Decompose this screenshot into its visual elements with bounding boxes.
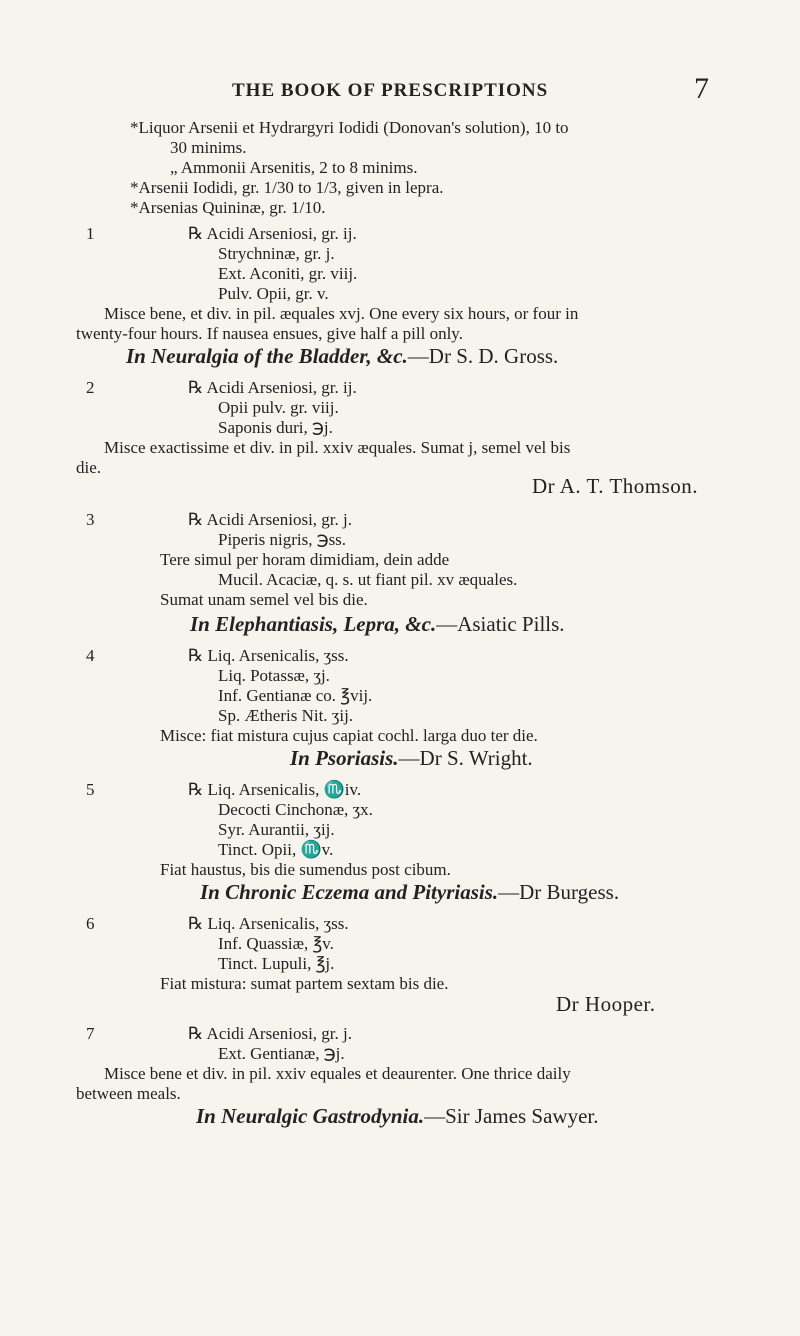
intro-line: *Arsenii Iodidi, gr. 1/30 to 1/3, given in lepra. (130, 178, 444, 197)
intro-line: *Liquor Arsenii et Hydrargyri Iodidi (Donovan's solution), 10 to (130, 118, 569, 137)
directions-line: Misce: fiat mistura cujus capiat cochl. larga duo ter die. (160, 726, 538, 745)
indication-heading: In Chronic Eczema and Pityriasis.—Dr Burgess. (200, 880, 620, 904)
directions-line: Misce exactissime et div. in pil. xxiv æquales. Sumat j, semel vel bis (104, 438, 571, 457)
indication-heading: In Elephantiasis, Lepra, &c.—Asiatic Pills. (190, 612, 565, 636)
prescription-number: 3 (86, 510, 95, 529)
ingredient-line: Liq. Potassæ, ʒj. (218, 666, 330, 685)
ingredient-line: Pulv. Opii, gr. v. (218, 284, 329, 303)
directions-line: Fiat mistura: sumat partem sextam bis die. (160, 974, 449, 993)
indication-heading: In Neuralgic Gastrodynia.—Sir James Sawyer. (196, 1104, 599, 1128)
indication-heading: In Psoriasis.—Dr S. Wright. (290, 746, 533, 770)
author-attribution: Dr Hooper. (556, 992, 656, 1016)
prescription-number: 7 (86, 1024, 95, 1043)
ingredient-line: Opii pulv. gr. viij. (218, 398, 339, 417)
prescription-number: 4 (86, 646, 95, 665)
ingredient-line: Tere simul per horam dimidiam, dein adde (160, 550, 450, 569)
page-header-title: THE BOOK OF PRESCRIPTIONS (232, 80, 549, 101)
directions-line: between meals. (76, 1084, 181, 1103)
ingredient-line: Piperis nigris, ℈ss. (218, 530, 347, 549)
ingredient-line: ℞ Liq. Arsenicalis, ♏iv. (188, 780, 362, 799)
ingredient-line: ℞ Acidi Arseniosi, gr. ij. (188, 224, 357, 243)
ingredient-line: ℞ Acidi Arseniosi, gr. ij. (188, 378, 357, 397)
ingredient-line: Ext. Aconiti, gr. viij. (218, 264, 358, 283)
author-attribution: Dr A. T. Thomson. (532, 474, 699, 498)
ingredient-line: Mucil. Acaciæ, q. s. ut fiant pil. xv æquales. (218, 570, 518, 589)
ingredient-line: Decocti Cinchonæ, ʒx. (218, 800, 373, 819)
ingredient-line: ℞ Acidi Arseniosi, gr. j. (188, 1024, 352, 1043)
ingredient-line: Inf. Quassiæ, ℥v. (218, 934, 334, 953)
directions-line: Misce bene et div. in pil. xxiv equales et deaurenter. One thrice daily (104, 1064, 571, 1083)
ingredient-line: Strychninæ, gr. j. (218, 244, 335, 263)
prescription-number: 1 (86, 224, 95, 243)
ingredient-line: Tinct. Opii, ♏v. (218, 840, 334, 859)
directions-line: die. (76, 458, 102, 477)
page-number: 7 (694, 72, 710, 105)
ingredient-line: Saponis duri, ℈j. (218, 418, 333, 437)
ingredient-line: Ext. Gentianæ, ℈j. (218, 1044, 345, 1063)
ingredient-line: ℞ Liq. Arsenicalis, ʒss. (188, 914, 349, 933)
indication-heading: In Neuralgia of the Bladder, &c.—Dr S. D. Gross. (126, 344, 559, 368)
prescription-number: 2 (86, 378, 95, 397)
ingredient-line: ℞ Liq. Arsenicalis, ʒss. (188, 646, 349, 665)
ingredient-line: Syr. Aurantii, ʒij. (218, 820, 335, 839)
intro-line: „ Ammonii Arsenitis, 2 to 8 minims. (170, 158, 418, 177)
intro-line: 30 minims. (170, 138, 247, 157)
directions-line: Misce bene, et div. in pil. æquales xvj. One every six hours, or four in (104, 304, 579, 323)
ingredient-line: Sp. Ætheris Nit. ʒij. (218, 706, 354, 725)
prescription-number: 5 (86, 780, 95, 799)
directions-line: twenty-four hours. If nausea ensues, give half a pill only. (76, 324, 463, 343)
ingredient-line: Tinct. Lupuli, ℥j. (218, 954, 335, 973)
directions-line: Sumat unam semel vel bis die. (160, 590, 368, 609)
directions-line: Fiat haustus, bis die sumendus post cibum. (160, 860, 451, 879)
prescription-number: 6 (86, 914, 95, 933)
ingredient-line: Inf. Gentianæ co. ℥vij. (218, 686, 373, 705)
ingredient-line: ℞ Acidi Arseniosi, gr. j. (188, 510, 352, 529)
intro-line: *Arsenias Quininæ, gr. 1/10. (130, 198, 326, 217)
